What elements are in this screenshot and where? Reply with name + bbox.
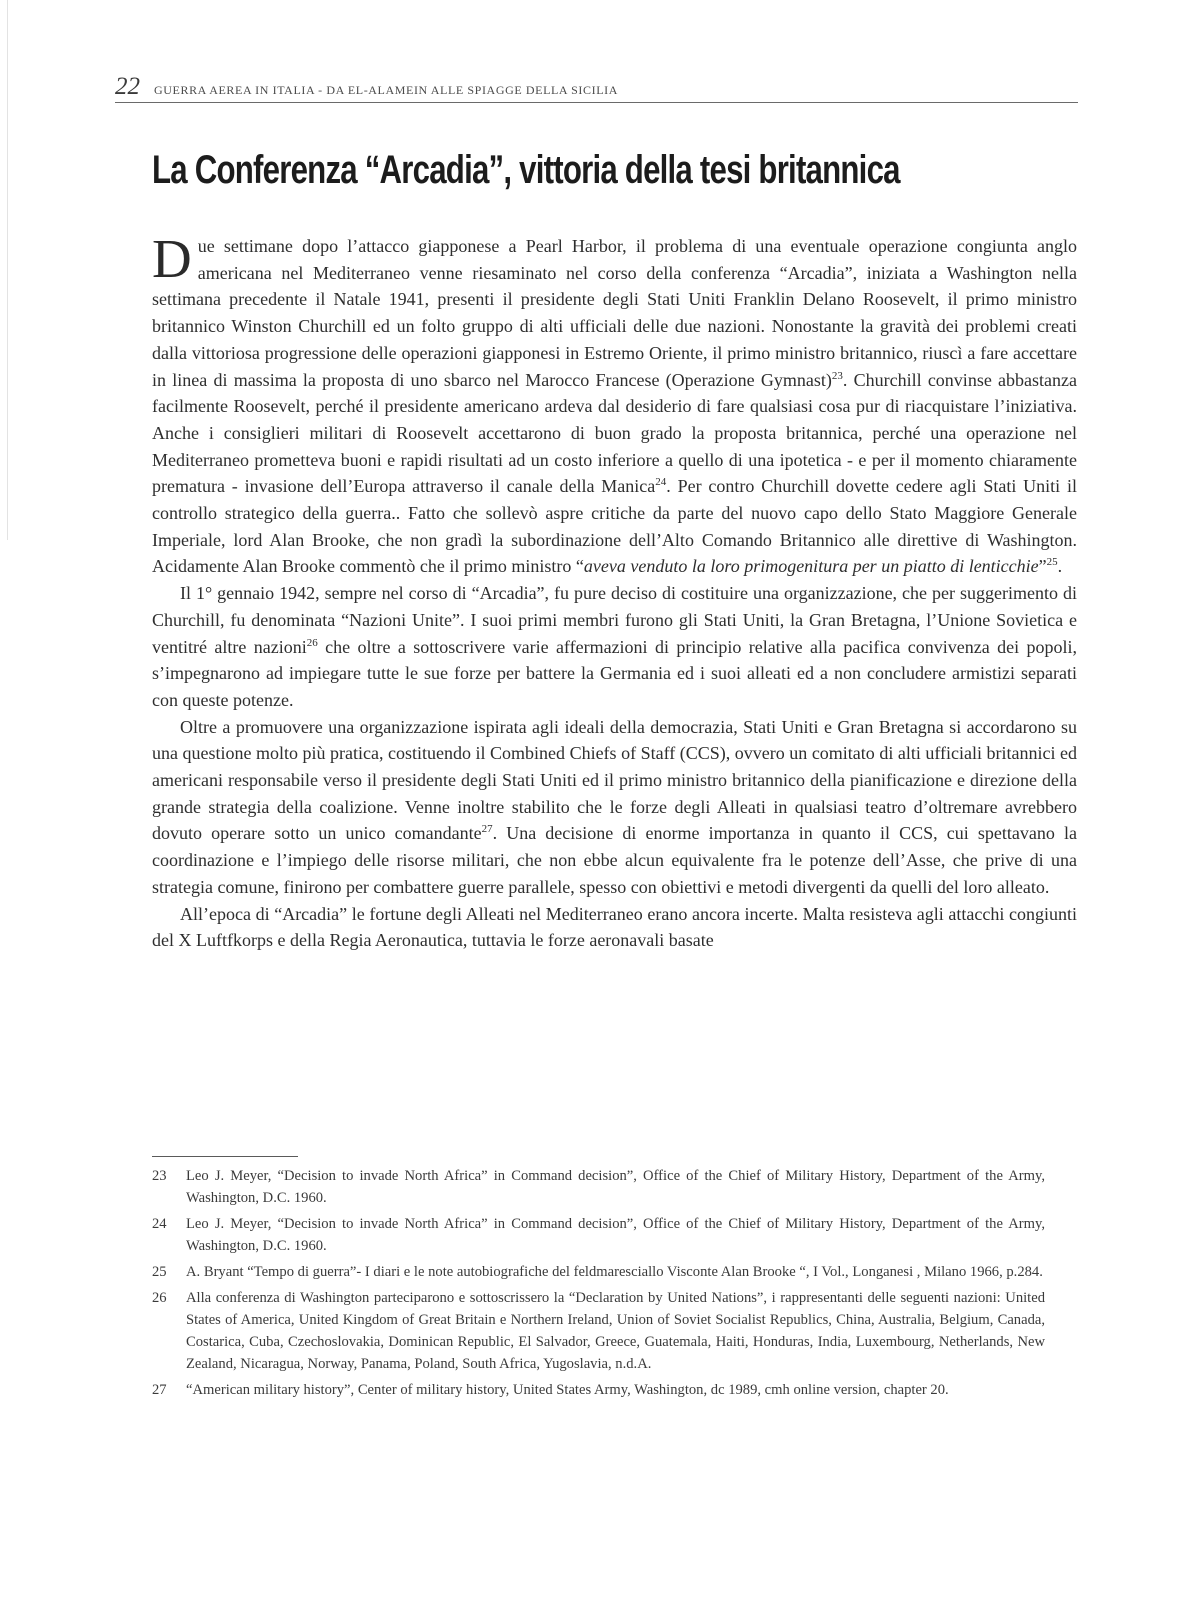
paragraph-1-text-a: ue settimane dopo l’attacco giapponese a Pearl Harbor, il problema di una eventuale operazione congiunta anglo americana nel Mediterraneo venne riesaminato nel corso della conferenza “Arcadia”, iniziata a Washington nella settimana precedente il Natale 1941, presenti il presidente degli Stati Uniti Franklin Delano Roosevelt, il primo ministro britannico Winston Churchill ed un folto gruppo di alti ufficiali delle due nazioni. Nonostante la gravità dei problemi creati dalla vittoriosa progressione delle operazioni giapponesi in Estremo Oriente, il primo ministro britannico, riuscì a fare accettare in linea di massima la proposta di uno sbarco nel Marocco Francese (Operazione Gymnast) bbox=[152, 236, 1077, 390]
paragraph-2 bbox=[152, 580, 1077, 714]
footnote-number: 27 bbox=[152, 1382, 167, 1398]
paragraph-1-text-c: . Per contro Churchill dovette cedere agli Stati Uniti il controllo strategico della guerra.. Fatto che sollevò aspre critiche da parte del nuovo capo dello Stato Maggiore Generale Imperiale, lord Alan Brooke, che non gradì la subordinazione dell’Alto Comando Britannico alle direttive di Washington. Acidamente Alan Brooke commentò che il primo ministro “ bbox=[152, 476, 1077, 577]
footnote-number: 26 bbox=[152, 1290, 167, 1306]
paragraph-2-text-b: che oltre a sottoscrivere varie affermazioni di principio relative alla pacifica convivenza dei popoli, s’impegnarono ad impiegare tutte le sue forze per battere la Germania ed i suoi alleati ed a non concludere armistizi separati con queste potenze. bbox=[152, 636, 1077, 710]
paragraph-3 bbox=[152, 714, 1077, 901]
paragraph-1-text-e: . bbox=[1057, 556, 1063, 577]
footnote-23 bbox=[152, 1165, 1045, 1209]
brooke-quote: aveva venduto la loro primogenitura per un piatto di lenticchie bbox=[583, 556, 1039, 577]
footnote-ref-24[interactable]: 24 bbox=[655, 476, 667, 489]
running-title: GUERRA AEREA IN ITALIA - DA EL-ALAMEIN ALLE SPIAGGE DELLA SICILIA bbox=[154, 83, 619, 97]
footnote-ref-23[interactable]: 23 bbox=[831, 369, 843, 382]
drop-cap: D bbox=[152, 228, 192, 289]
footnote-text: Leo J. Meyer, “Decision to invade North Africa” in Command decision”, Office of the Chief of Military History, Department of the Army, Washington, D.C. 1960. bbox=[186, 1216, 1045, 1254]
footnote-text: A. Bryant “Tempo di guerra”- I diari e le note autobiografiche del feldmaresciallo Visconte Alan Brooke “, I Vol., Longanesi , Milano 1966, p.284. bbox=[186, 1264, 1043, 1280]
footnote-separator bbox=[152, 1156, 298, 1157]
running-header bbox=[115, 73, 1078, 103]
paragraph-3-text-b: . Una decisione di enorme importanza in quanto il CCS, cui spettavano la coordinazione e l’impiego delle risorse militari, che non ebbe alcun equivalente fra le potenze dell’Asse, che prive di una strategia comune, finirono per combattere guerre parallele, spesso con obiettivi e metodi divergenti da quelli del loro alleato. bbox=[152, 823, 1077, 897]
footnote-25 bbox=[152, 1261, 1045, 1283]
footnote-24 bbox=[152, 1213, 1045, 1257]
paragraph-2-text-a: Il 1° gennaio 1942, sempre nel corso di “Arcadia”, fu pure deciso di costituire una organizzazione, che per suggerimento di Churchill, fu denominata “Nazioni Unite”. I suoi primi membri furono gli Stati Uniti, la Gran Bretagna, l’Unione Sovietica e ventitré altre nazioni bbox=[152, 583, 1077, 657]
footnote-number: 23 bbox=[152, 1168, 167, 1184]
paragraph-1-text-b: . Churchill convinse abbastanza facilmente Roosevelt, perché il presidente americano ardeva dal desiderio di fare qualsiasi cosa pur di riacquistare l’iniziativa. Anche i consiglieri militari di Roosevelt accettarono di buon grado la proposta britannica, perché una operazione nel Mediterraneo prometteva buoni e rapidi risultati ad un costo inferiore a quello di una ipotetica - e per il momento chiaramente prematura - invasione dell’Europa attraverso il canale della Manica bbox=[152, 369, 1077, 497]
footnotes bbox=[152, 1165, 1045, 1405]
chapter-title: La Conferenza “Arcadia”, vittoria della tesi britannica bbox=[152, 148, 900, 192]
footnote-ref-27[interactable]: 27 bbox=[481, 823, 493, 836]
paragraph-3-text-a: Oltre a promuovere una organizzazione ispirata agli ideali della democrazia, Stati Uniti e Gran Bretagna si accordarono su una questione molto più pratica, costituendo il Combined Chiefs of Staff (CCS), ovvero un comitato di alti ufficiali britannici ed americani responsabile verso il presidente degli Stati Uniti ed il primo ministro britannico della pianificazione e direzione della grande strategia della coalizione. Venne inoltre stabilito che le forze degli Alleati in qualsiasi teatro d’oltremare avrebbero dovuto operare sotto un unico comandante bbox=[152, 716, 1077, 844]
footnote-number: 24 bbox=[152, 1216, 167, 1232]
paragraph-4: All’epoca di “Arcadia” le fortune degli Alleati nel Mediterraneo erano ancora incerte. Malta resisteva agli attacchi congiunti del X Luftfkorps e della Regia Aeronautica, tuttavia le forze aeronavali basate bbox=[152, 903, 1077, 951]
footnote-ref-26[interactable]: 26 bbox=[306, 636, 318, 649]
footnote-ref-25[interactable]: 25 bbox=[1046, 556, 1058, 569]
footnote-27 bbox=[152, 1379, 1045, 1401]
footnote-text: Leo J. Meyer, “Decision to invade North Africa” in Command decision”, Office of the Chief of Military History, Department of the Army, Washington, D.C. 1960. bbox=[186, 1168, 1045, 1206]
paragraph-1 bbox=[152, 228, 1077, 580]
body-text bbox=[152, 228, 1077, 954]
page-edge-line bbox=[7, 0, 8, 540]
footnote-number: 25 bbox=[152, 1264, 167, 1280]
footnote-text: “American military history”, Center of military history, United States Army, Washington, dc 1989, cmh online version, chapter 20. bbox=[186, 1382, 949, 1398]
page-number: 22 bbox=[115, 73, 140, 100]
footnote-26 bbox=[152, 1287, 1045, 1375]
footnote-text: Alla conferenza di Washington parteciparono e sottoscrissero la “Declaration by United Nations”, i rappresentanti delle seguenti nazioni: United States of America, United Kingdom of Great Britain e Northern Ireland, Union of Soviet Socialist Republics, China, Australia, Belgium, Canada, Costarica, Cuba, Czechoslovakia, Dominican Republic, El Salvador, Greece, Guatemala, Haiti, Honduras, India, Luxembourg, Netherlands, New Zealand, Nicaragua, Norway, Panama, Poland, South Africa, Yugoslavia, n.d.A. bbox=[186, 1290, 1045, 1372]
paragraph-1-text-d: ” bbox=[1038, 556, 1047, 577]
